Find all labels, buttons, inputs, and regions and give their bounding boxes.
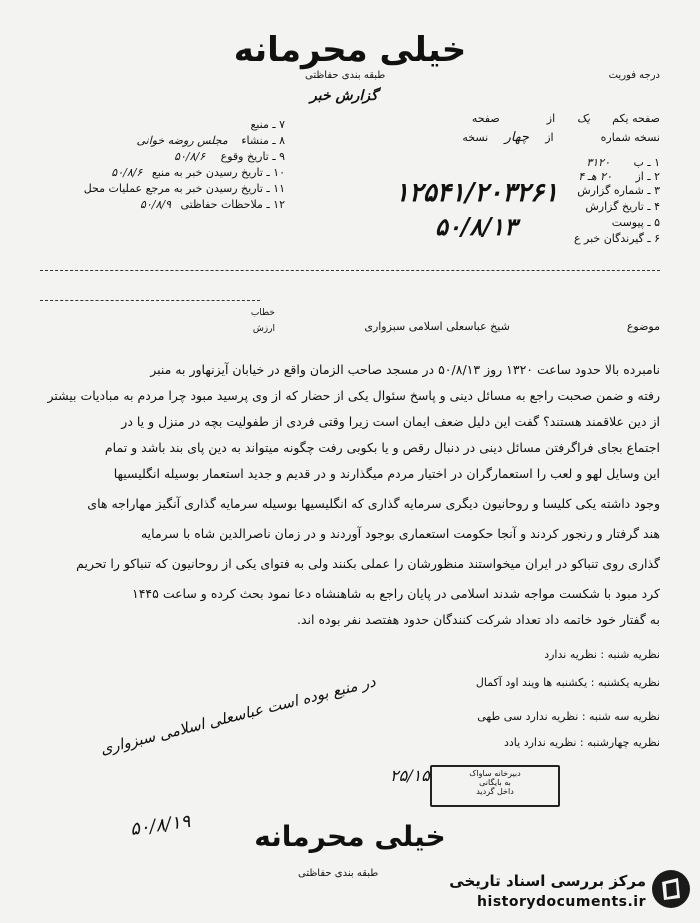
separator-line-left (40, 300, 260, 301)
logo-url: historydocuments.ir (477, 894, 646, 910)
archive-logo (430, 868, 690, 918)
field-6: ۶ ـ گیرندگان خبر ع (573, 232, 660, 245)
body-line: این وسایل لهو و لعب را استعمارگران در اختیار مردم میگذارند و در قدیم و جدید استعمار بوسیله انگلیسیها (113, 466, 660, 481)
eval-line-1: خطاب (250, 308, 275, 318)
left-field-9: ۹ ـ تاریخ وقوع ۵۰/۸/۶ (174, 150, 285, 163)
body-line: گذاری روی تنباکو در ایران میخواستند منظورشان را عملی بکنند ولی به فتوای یکی از روحانیون که تنباکو را تحریم (76, 556, 660, 571)
field-5: ۵ ـ پیوست (611, 216, 660, 229)
field-page: صفحه یکم یک از صفحه (471, 112, 660, 125)
opinion-line: نظریه چهارشنبه : نظریه ندارد یادد (503, 736, 660, 749)
body-line: نامبرده بالا حدود ساعت ۱۳۲۰ روز ۵۰/۸/۱۳ در مسجد صاحب الزمان واقع در خیابان آیزنهاور به منبر (150, 362, 660, 377)
left-fields (45, 118, 285, 214)
handwritten-date: ۵۰/۸/۱۹ (128, 810, 192, 841)
left-field-12: ۱۲ ـ ملاحظات حفاظتی ۵۰/۸/۹ (139, 198, 285, 211)
evaluation-box (250, 308, 275, 334)
body-line: رفته و ضمن صحبت راجع به مسائل دینی و پاسخ سئوال یکی از حضار که از وی پرسید مبود چرا مردم به مبادیات بیشتر (47, 388, 660, 403)
opinion-line: نظریه سه شنبه : نظریه ندارد سی طهی (477, 710, 660, 723)
left-field-11: ۱۱ ـ تاریخ رسیدن خبر به مرجع عملیات محل (83, 182, 285, 195)
left-field-7: ۷ ـ منبع (250, 118, 285, 131)
classification-sub-bottom: طبقه بندی حفاظتی (298, 868, 379, 879)
stamp-number: ۲۵/۱۵ (390, 766, 430, 785)
body-line: اجتماع بجای فراگرفتن مسائل دینی در دنبال رقص و یا بکوبی رفت چگونه میتواند به دین پای بند باشد و تمام (104, 440, 660, 455)
logo-emblem-icon (652, 870, 690, 908)
body-line: هند گرفتار و رنجور کردند و آنجا حکومت استعماری بوجود آوردند و در زمان ناصرالدین شاه با سرمایه (140, 526, 660, 541)
stamp-line-1: دبیرخانه ساواک (469, 769, 521, 778)
logo-title: مرکز بررسی اسناد تاریخی (449, 872, 646, 890)
eval-line-2: ارزش (252, 324, 275, 334)
classification-top: خیلی محرمانه (233, 30, 467, 70)
field-2: ۲ ـ از ۲۰ هـ ۴ (578, 170, 660, 183)
classification-sub-top: طبقه بندی حفاظتی (305, 70, 386, 81)
left-field-10: ۱۰ ـ تاریخ رسیدن خبر به منبع ۵۰/۸/۶ (111, 166, 285, 179)
field-4: ۴ ـ تاریخ گزارش (585, 200, 660, 213)
body-line: کرد مبود با شکست مواجه شدند اسلامی در پایان راجع به شاهنشاه دعا نمود بحث کرده و ساعت ۱۴۴۵ (131, 586, 660, 601)
field-copy: نسخه شماره از چهار نسخه (462, 130, 660, 145)
field-3: ۳ ـ شماره گزارش (577, 184, 660, 197)
body-line: به گفتار خود خاتمه داد تعداد شرکت کنندگان حدود هفتصد نفر بوده اند. (297, 612, 660, 627)
subject (364, 320, 660, 333)
subject-value: شیخ عباسعلی اسلامی سبزواری (364, 320, 510, 333)
opinion-line: نظریه شنبه : نظریه ندارد (544, 648, 660, 661)
opinion-line: نظریه یکشنبه : یکشنبه ها ویند اود آکمال (475, 676, 660, 689)
archive-stamp (430, 765, 560, 807)
report-type: گزارش خبر (310, 88, 378, 104)
handwritten-note: در منبع بوده است عباسعلی اسلامی سبزواری (98, 672, 378, 759)
report-number: ۱۲۵۴۱/۲۰۳۲۶۱ (395, 178, 559, 208)
report-date: ۵۰/۸/۱۳ (435, 212, 517, 241)
separator-line (40, 270, 660, 271)
stamp-line-3: داخل گردید (476, 787, 514, 796)
subject-label: موضوع (626, 320, 660, 333)
field-1: ۱ ـ ب ۳۱۲۰ (586, 156, 660, 169)
body-line: از دین علاقمند هستند؟ گفت این دلیل ضعف ایمان است زیرا وقتی فردی از طفولیت بچه در منزل و یا در (121, 414, 660, 429)
stamp-line-2: به بایگانی (479, 778, 511, 787)
left-field-8: ۸ ـ منشاء مجلس روضه خوانی (136, 134, 285, 147)
urgency-label: درجه فوریت (608, 70, 660, 81)
classification-bottom: خیلی محرمانه (254, 820, 446, 853)
body-line: وجود داشته یکی کلیسا و روحانیون دیگری سرمایه گذاری که انگلیسیها بوسیله سرمایه گذاری آنگیز مهاراجه های (87, 496, 660, 511)
